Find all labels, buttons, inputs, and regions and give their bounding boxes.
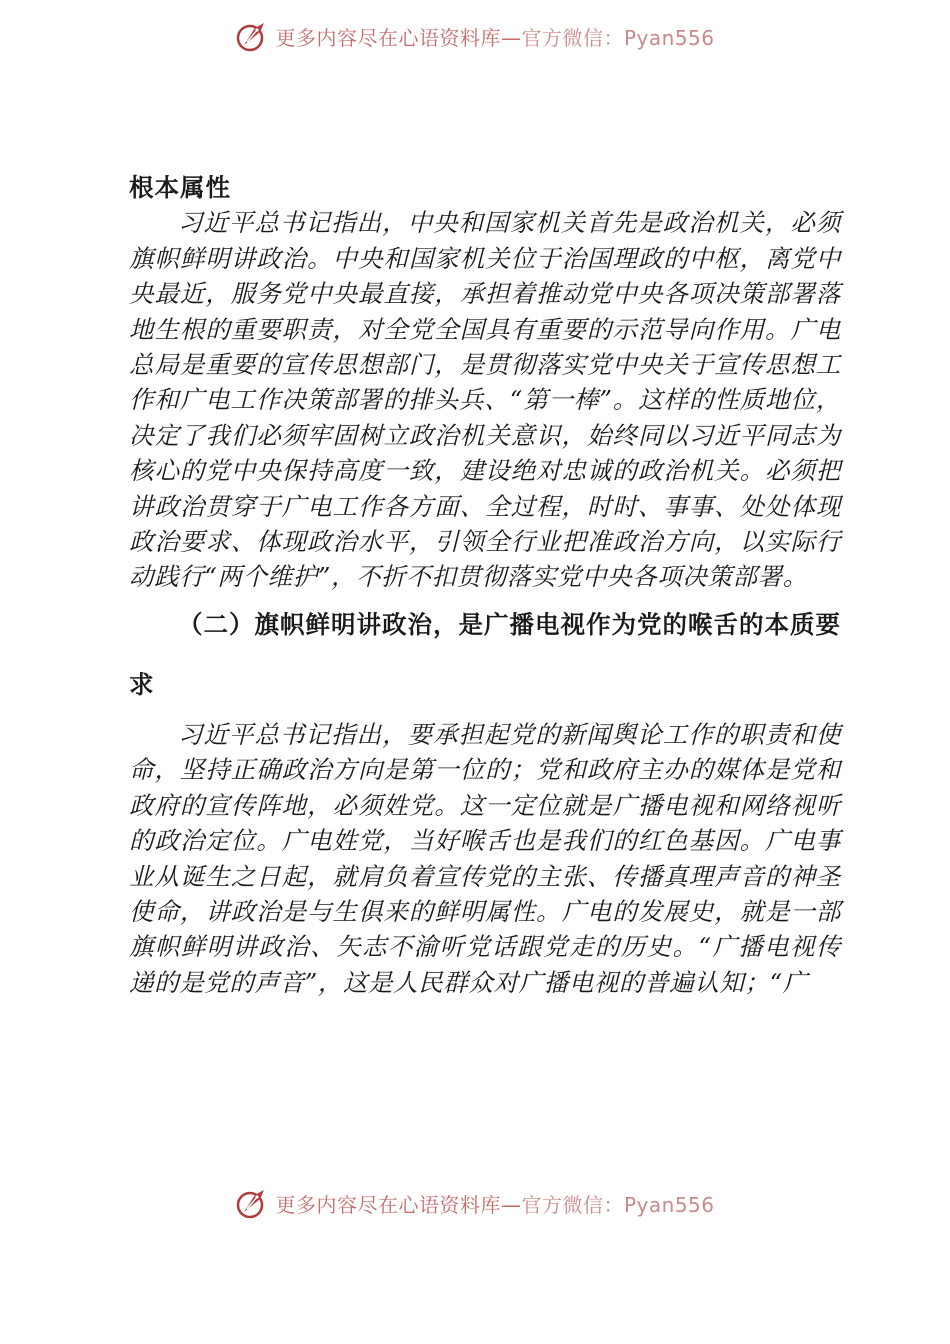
paragraph-1: 习近平总书记指出，中央和国家机关首先是政治机关，必须旗帜鲜明讲政治。中央和国家机关位于治国理政的中枢，离党中央最近，服务党中央最直接，承担着推动党中央各项决策部署落地生根的重要职责，对全党全国具有重要的示范导向作用。广电总局是重要的宣传思想部门，是贯彻落实党中央关于宣传思想工作和广电工作决策部署的排头兵、“第一棒”。这样的性质地位，决定了我们必须牢固树立政治机关意识，始终同以习近平同志为核心的党中央保持高度一致，建设绝对忠诚的政治机关。必须把讲政治贯穿于广电工作各方面、全过程，时时、事事、处处体现政治要求、体现政治水平，引领全行业把准政治方向，以实际行动践行“两个维护”，不折不扣贯彻落实党中央各项决策部署。 <box>129 208 841 592</box>
section-heading-2: （二）旗帜鲜明讲政治，是广播电视作为党的喉舌的本质要求 <box>129 609 841 699</box>
footer-banner <box>0 1183 950 1223</box>
pen-nib-logo-icon <box>235 1186 269 1220</box>
section-heading-fragment: 根本属性 <box>129 173 231 202</box>
paragraph-2: 习近平总书记指出，要承担起党的新闻舆论工作的职责和使命，坚持正确政治方向是第一位的；党和政府主办的媒体是党和政府的宣传阵地，必须姓党。这一定位就是广播电视和网络视听的政治定位。广电姓党，当好喉舌也是我们的红色基因。广电事业从诞生之日起，就肩负着宣传党的主张、传播真理声音的神圣使命，讲政治是与生俱来的鲜明属性。广电的发展史，就是一部旗帜鲜明讲政治、矢志不渝听党话跟党走的历史。“广播电视传递的是党的声音”，这是人民群众对广播电视的普遍认知；“广 <box>129 719 841 997</box>
header-banner-text: 更多内容尽在心语资料库—官方微信：Pyan556 <box>275 25 715 50</box>
document-body <box>129 170 841 1000</box>
header-banner <box>0 16 950 56</box>
pen-nib-logo-icon <box>235 19 269 53</box>
footer-banner-text: 更多内容尽在心语资料库—官方微信：Pyan556 <box>275 1192 715 1217</box>
